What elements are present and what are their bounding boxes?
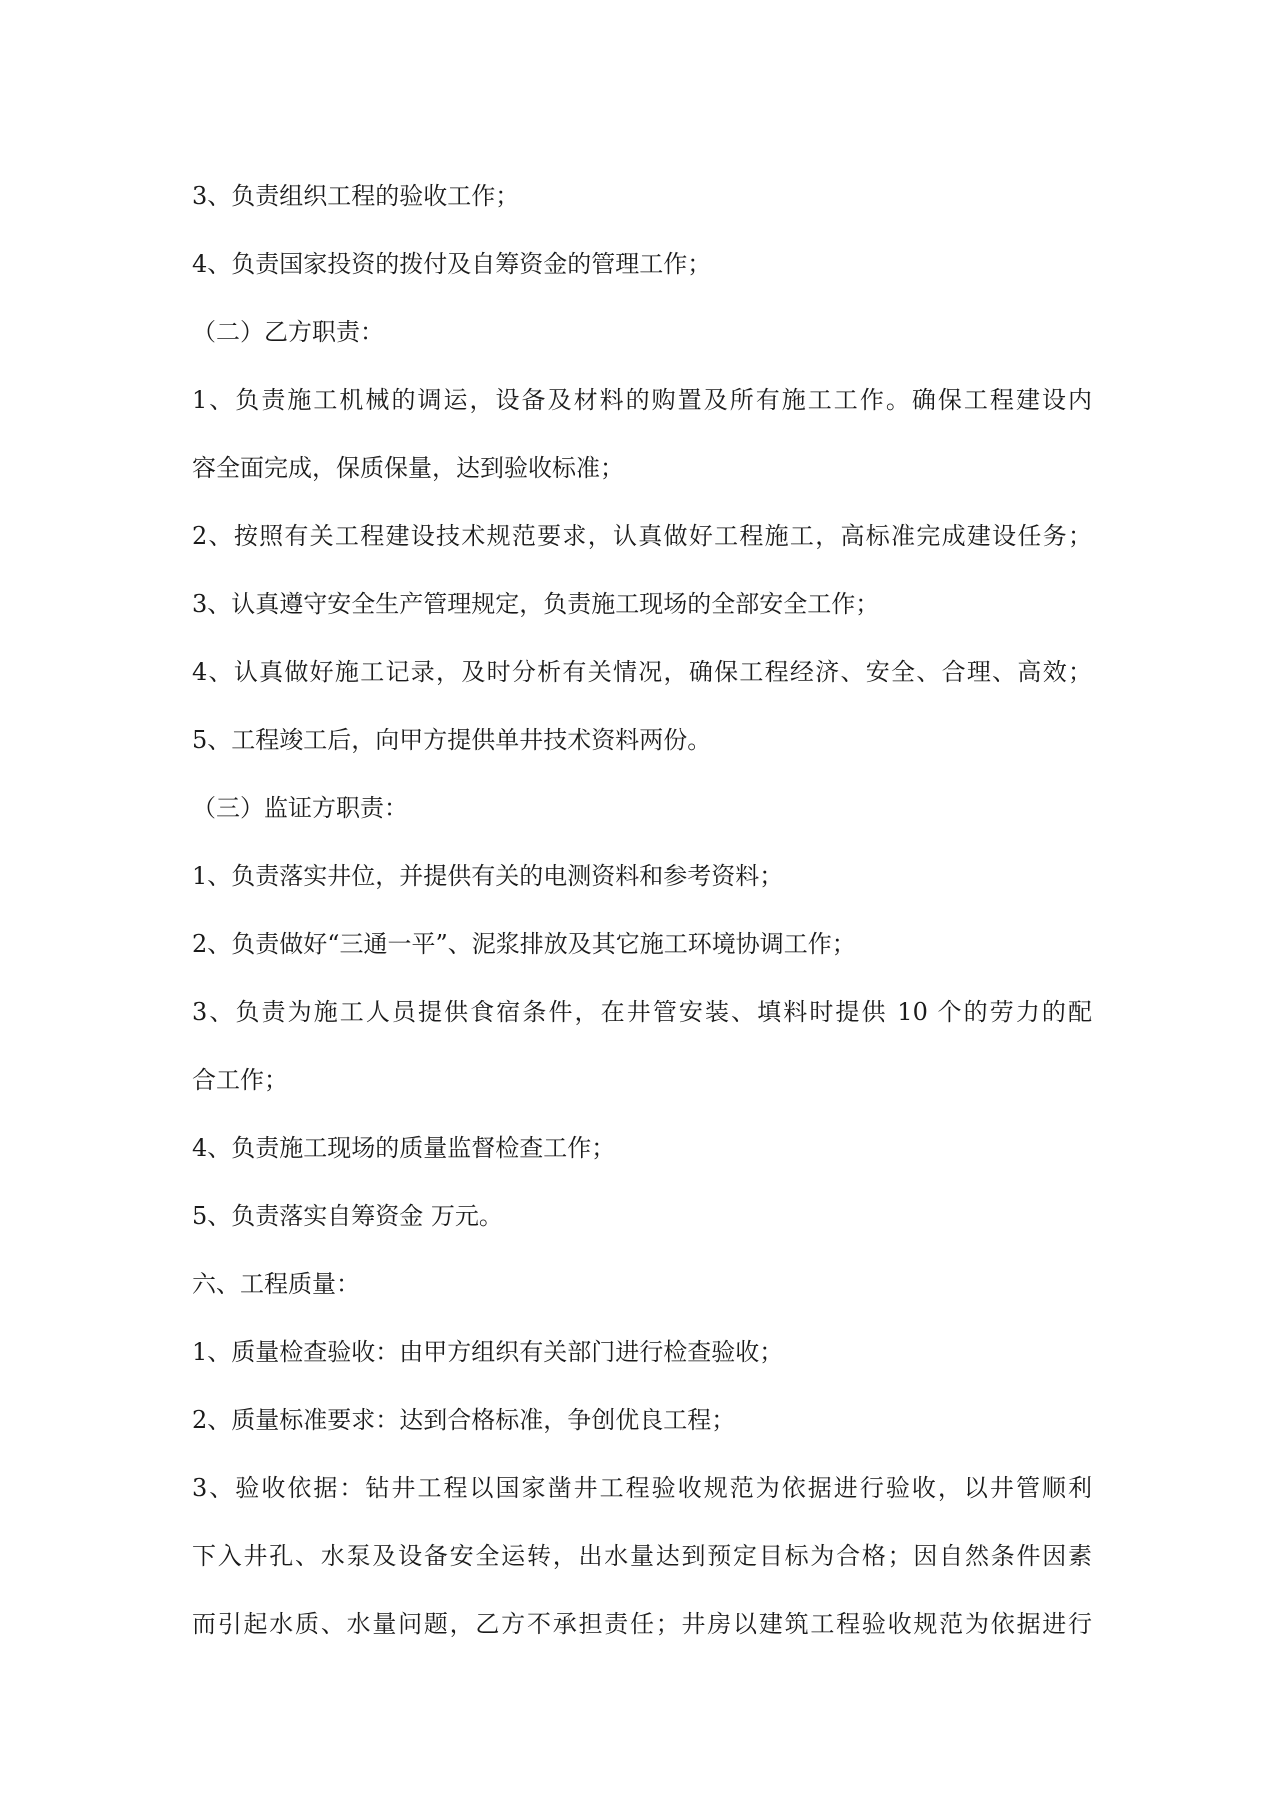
text-line: 2、按照有关工程建设技术规范要求，认真做好工程施工，高标准完成建设任务； [192,522,1092,550]
text-line: 2、负责做好“三通一平”、泥浆排放及其它施工环境协调工作； [192,930,856,958]
text-line: 1、负责落实井位，并提供有关的电测资料和参考资料； [192,862,784,890]
text-line: 1、质量检查验收：由甲方组织有关部门进行检查验收； [192,1338,784,1366]
text-line: 合工作； [192,1066,288,1094]
text-line: 4、负责施工现场的质量监督检查工作； [192,1134,616,1162]
section-heading: （二）乙方职责： [192,318,384,346]
section-heading: 六、工程质量： [192,1270,360,1298]
text-line: 4、负责国家投资的拨付及自筹资金的管理工作； [192,250,712,278]
document-body [192,162,1092,1658]
text-line: 而引起水质、水量问题，乙方不承担责任；井房以建筑工程验收规范为依据进行 [192,1610,1092,1638]
section-heading: （三）监证方职责： [192,794,408,822]
text-line: 4、认真做好施工记录，及时分析有关情况，确保工程经济、安全、合理、高效； [192,658,1092,686]
text-line: 3、认真遵守安全生产管理规定，负责施工现场的全部安全工作； [192,590,880,618]
text-line: 2、质量标准要求：达到合格标准，争创优良工程； [192,1406,736,1434]
text-line: 3、负责组织工程的验收工作； [192,182,520,210]
text-line: 5、工程竣工后，向甲方提供单井技术资料两份。 [192,726,712,754]
text-line: 3、负责为施工人员提供食宿条件，在井管安装、填料时提供 10 个的劳力的配 [192,998,1092,1026]
text-line: 5、负责落实自筹资金 万元。 [192,1202,503,1230]
text-line: 容全面完成，保质保量，达到验收标准； [192,454,624,482]
text-line: 1、负责施工机械的调运，设备及材料的购置及所有施工工作。确保工程建设内 [192,386,1092,414]
text-line: 3、验收依据：钻井工程以国家凿井工程验收规范为依据进行验收，以井管顺利 [192,1474,1092,1502]
text-line: 下入井孔、水泵及设备安全运转，出水量达到预定目标为合格；因自然条件因素 [192,1542,1092,1570]
